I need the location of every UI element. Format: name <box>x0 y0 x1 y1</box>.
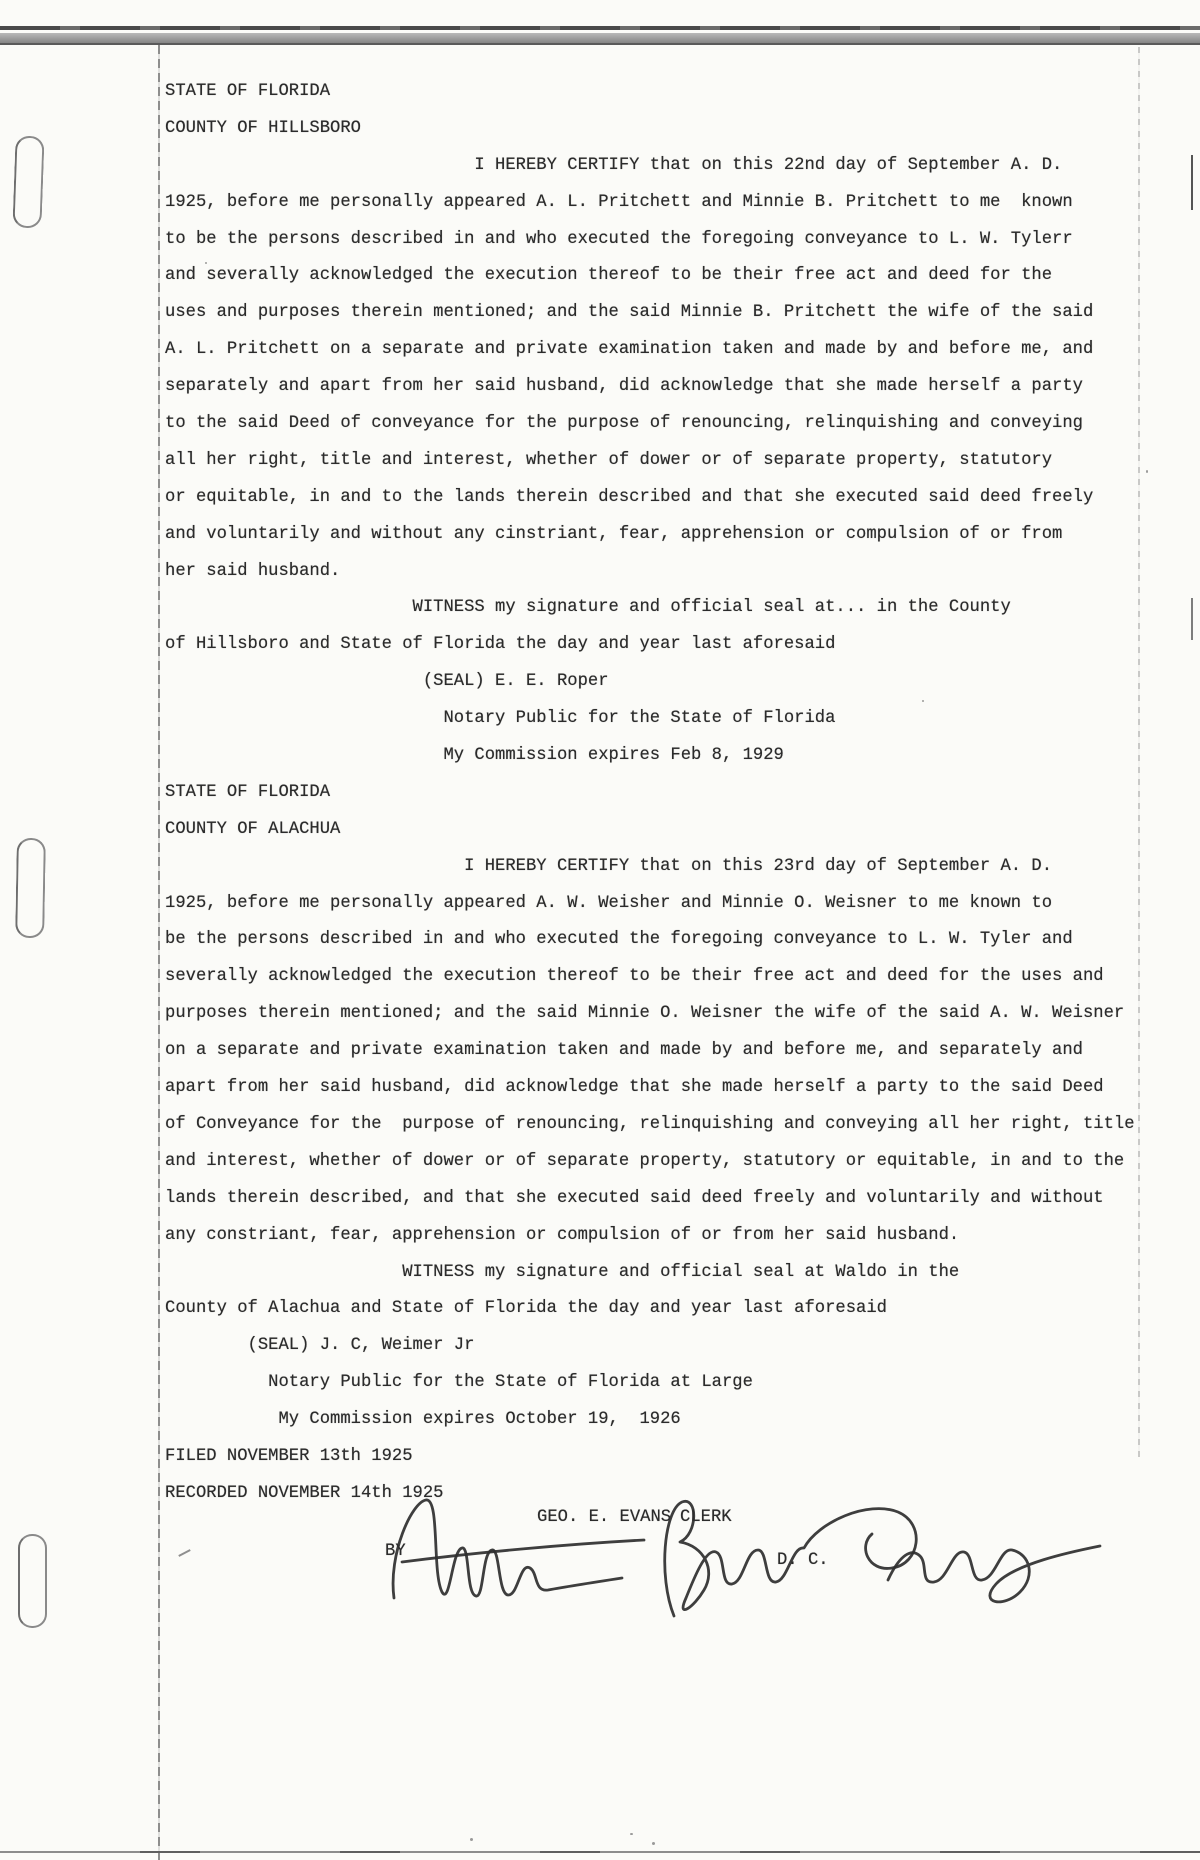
text-line: apart from her said husband, did acknowledge that she made herself a party to the said Deed <box>165 1078 1104 1098</box>
text-line: FILED NOVEMBER 13th 1925 <box>165 1446 413 1466</box>
text-line: of Conveyance for the purpose of renouncing, relinquishing and conveying all her right, title <box>165 1114 1135 1134</box>
text-line: to the said Deed of conveyance for the purpose of renouncing, relinquishing and conveying <box>165 414 1083 434</box>
text-line: of Hillsboro and State of Florida the day and year last aforesaid <box>165 635 836 655</box>
text-line: purposes therein mentioned; and the said Minnie O. Weisner the wife of the said A. W. Weisner <box>165 1004 1125 1024</box>
page-fold-line-left <box>158 45 160 1860</box>
text-line: (SEAL) J. C, Weimer Jr <box>165 1336 475 1356</box>
punch-hole <box>12 136 44 229</box>
text-line: (SEAL) E. E. Roper <box>165 672 609 692</box>
text-line: severally acknowledged the execution thereof to be their free act and deed for the uses and <box>165 967 1104 987</box>
text-line: on a separate and private examination taken and made by and before me, and separately and <box>165 1041 1083 1061</box>
text-line: her said husband. <box>165 561 341 581</box>
text-line: and voluntarily and without any cinstriant, fear, apprehension or compulsion of or from <box>165 524 1063 544</box>
scan-speck <box>652 1842 655 1845</box>
scan-speck <box>1146 470 1148 473</box>
text-line: COUNTY OF ALACHUA <box>165 819 341 839</box>
text-line: I HEREBY CERTIFY that on this 22nd day of September A. D. <box>165 155 1063 175</box>
text-line: uses and purposes therein mentioned; and the said Minnie B. Pritchett the wife of the said <box>165 303 1094 323</box>
text-line: My Commission expires Feb 8, 1929 <box>165 746 784 766</box>
scan-mark-right-dash <box>1191 155 1193 210</box>
scan-artifact-top-edge-line <box>0 26 1200 30</box>
deputy-initials: D. C. <box>777 1551 829 1570</box>
text-line: Notary Public for the State of Florida <box>165 709 836 729</box>
scan-artifact-bottom-edge <box>0 1851 1200 1853</box>
text-line: 1925, before me personally appeared A. L. Pritchett and Minnie B. Pritchett to me known <box>165 192 1073 212</box>
scan-mark-right-dash <box>1191 598 1193 640</box>
text-line: separately and apart from her said husband, did acknowledge that she made herself a party <box>165 377 1083 397</box>
text-line: and severally acknowledged the execution thereof to be their free act and deed for the <box>165 266 1053 286</box>
page-fold-line-right <box>1138 47 1140 1457</box>
scan-speck <box>470 1838 473 1841</box>
text-line: My Commission expires October 19, 1926 <box>165 1410 681 1430</box>
text-line: be the persons described in and who executed the foregoing conveyance to L. W. Tyler and <box>165 930 1073 950</box>
text-line: WITNESS my signature and official seal at Waldo in the <box>165 1262 960 1282</box>
scan-speck <box>630 1833 633 1835</box>
text-line: WITNESS my signature and official seal at... in the County <box>165 598 1011 618</box>
text-line: all her right, title and interest, whether of dower or of separate property, statutory <box>165 450 1053 470</box>
text-line: and interest, whether of dower or of separate property, statutory or equitable, in and to the <box>165 1151 1125 1171</box>
text-line: Notary Public for the State of Florida at Large <box>165 1373 753 1393</box>
punch-hole <box>15 838 46 938</box>
scan-artifact-top-edge-band <box>0 33 1200 45</box>
text-line: RECORDED NOVEMBER 14th 1925 <box>165 1483 444 1503</box>
text-line: to be the persons described in and who executed the foregoing conveyance to L. W. Tylerr <box>165 229 1073 249</box>
text-line: I HEREBY CERTIFY that on this 23rd day of September A. D. <box>165 856 1053 876</box>
signature-by-label: BY <box>385 1542 406 1561</box>
clerk-name: GEO. E. EVANS <box>537 1508 672 1527</box>
handwritten-signature <box>370 1488 1150 1628</box>
document-text <box>165 74 1135 1513</box>
punch-hole <box>18 1534 47 1628</box>
text-line: County of Alachua and State of Florida the day and year last aforesaid <box>165 1299 887 1319</box>
text-line: lands therein described, and that she executed said deed freely and voluntarily and without <box>165 1188 1104 1208</box>
text-line: any constriant, fear, apprehension or compulsion of or from her said husband. <box>165 1225 960 1245</box>
clerk-title: CLERK <box>680 1508 732 1527</box>
text-line: STATE OF FLORIDA <box>165 782 331 802</box>
text-line: COUNTY OF HILLSBORO <box>165 118 361 138</box>
text-line: STATE OF FLORIDA <box>165 82 331 101</box>
text-line: A. L. Pritchett on a separate and private examination taken and made by and before me, and <box>165 340 1094 360</box>
text-line: or equitable, in and to the lands therein described and that she executed said deed freely <box>165 487 1094 507</box>
scan-mark-tick <box>178 1549 190 1557</box>
text-line: 1925, before me personally appeared A. W. Weisher and Minnie O. Weisner to me known to <box>165 893 1053 913</box>
